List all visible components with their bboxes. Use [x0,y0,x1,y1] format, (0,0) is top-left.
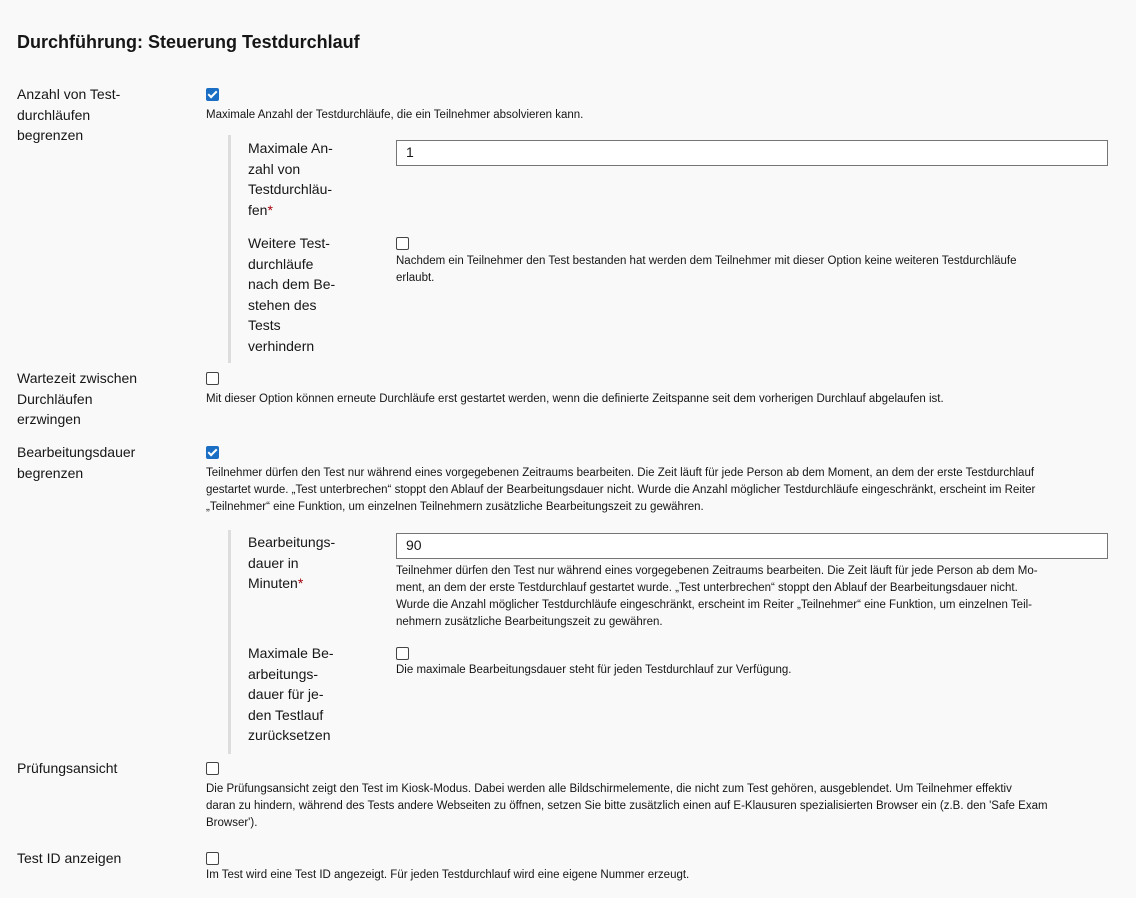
block-after-passed-label: Weitere Test- durchläufe nach dem Be- stehen des Tests verhindern [248,235,336,354]
processing-time-label: Bearbeitungsdauer begrenzen [17,444,136,481]
reset-per-pass-checkbox[interactable] [396,647,409,660]
show-test-id-description: Im Test wird eine Test ID angezeigt. Für jeden Testdurchlauf wird eine eigene Nummer erzeugt. [206,869,690,881]
processing-time-checkbox[interactable] [206,446,219,459]
waiting-time-label: Wartezeit zwischen Durchläufen erzwingen [17,370,138,427]
limit-passes-label: Anzahl von Test- durchläufen begrenzen [17,86,121,143]
minutes-description: Teilnehmer dürfen den Test nur während eines vorgegebenen Zeitraums bearbeiten. Die Zeit läuft für jede Person ab dem Mo- ment, an dem der erste Testdurchlauf gestartet wurde. „Test unterbrechen“ stoppt den Ablauf der Bearbeitungsdauer nicht. Wurde die Anzahl möglicher Testdurchläufe eingeschränkt, erscheint im Reiter „Teilnehmer“ eine Funktion, um einzelnen Teil- nehmern zusätzliche Bearbeitungszeit zu gewähren. [396,565,1038,628]
kiosk-mode-label: Prüfungsansicht [17,760,118,776]
processing-time-description: Teilnehmer dürfen den Test nur während eines vorgegebenen Zeitraums bearbeiten. Die Zeit läuft für jede Person ab dem Moment, an dem der erste Testdurchlauf gestartet wurde. „Test unterbrechen“ stoppt den Ablauf der Bearbeitungsdauer nicht. Wurde die Anzahl möglicher Testdurchläufe eingeschränkt, erscheint im Reiter „Teilnehmer“ eine Funktion, um einzelnen Teilnehmern zusätzliche Bearbeitungszeit zu gewähren. [206,467,1036,513]
section-title: Durchführung: Steuerung Testdurchlauf [17,32,360,52]
reset-per-pass-label: Maximale Be- arbeitungs- dauer für je- den Testlauf zurücksetzen [248,645,334,743]
show-test-id-checkbox[interactable] [206,852,219,865]
max-passes-label: Maximale An- zahl von Testdurchläu- fen* [248,140,333,218]
minutes-label: Bearbeitungs- dauer in Minuten* [248,534,336,591]
limit-passes-subform-bar [228,135,231,363]
required-mark: * [297,575,304,591]
show-test-id-label: Test ID anzeigen [17,850,122,866]
reset-per-pass-description: Die maximale Bearbeitungsdauer steht für jeden Testdurchlauf zur Verfügung. [396,664,792,676]
waiting-time-checkbox[interactable] [206,372,219,385]
block-after-passed-description: Nachdem ein Teilnehmer den Test bestanden hat werden dem Teilnehmer mit dieser Option keine weiteren Testdurchläufe erlaubt. [396,255,1017,284]
processing-time-subform-bar [228,530,231,754]
kiosk-mode-checkbox[interactable] [206,762,219,775]
block-after-passed-checkbox[interactable] [396,237,409,250]
required-mark: * [267,201,273,218]
minutes-input[interactable]: 90 [396,533,1108,559]
max-passes-input[interactable]: 1 [396,140,1108,166]
kiosk-mode-description: Die Prüfungsansicht zeigt den Test im Kiosk-Modus. Dabei werden alle Bildschirmelemente, die nicht zum Test gehören, ausgeblendet. Um Teilnehmer effektiv daran zu hindern, während des Tests andere Webseiten zu öffnen, setzen Sie bitte zusätzlich einen auf E-Klausuren spezialisierten Browser ein (z.B. den 'Safe Exam Browser'). [206,783,1048,829]
limit-passes-checkbox[interactable] [206,88,219,101]
waiting-time-description: Mit dieser Option können erneute Durchläufe erst gestartet werden, wenn die definierte Zeitspanne seit dem vorherigen Durchlauf abgelaufen ist. [206,393,944,405]
limit-passes-description: Maximale Anzahl der Testdurchläufe, die ein Teilnehmer absolvieren kann. [206,109,584,121]
